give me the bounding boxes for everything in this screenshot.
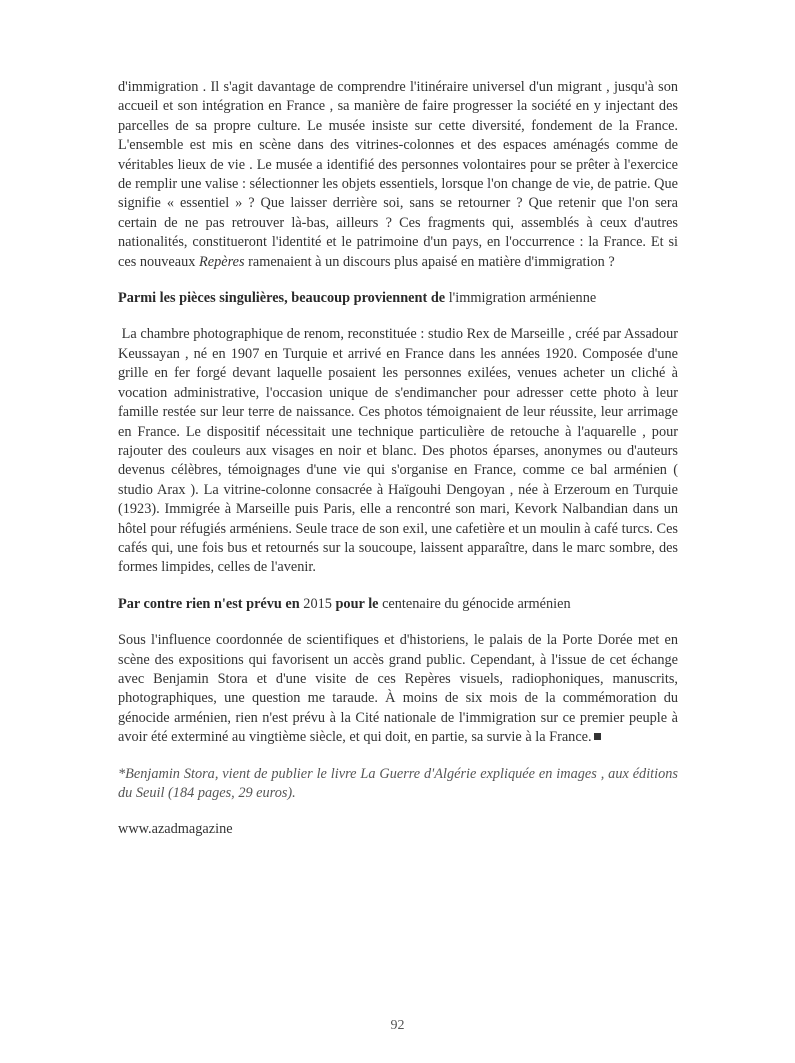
reperes-italic: Repères (199, 253, 245, 270)
section-heading-centenary (118, 595, 678, 614)
heading2-bold-a: Par contre rien n'est prévu en (118, 595, 300, 612)
intro-text: d'immigration . Il s'agit davantage de comprendre l'itinéraire universel d'un migrant , jusqu'à son accueil et son intégration en France , sa manière de faire progresser la société en y injectant des parcelles de sa propre culture. Le musée insiste sur cette diversité, fondement de la France. L'ensemble est mis en scène dans des vitrines-colonnes et des espaces aménagés comme de véritables lieux de vie . Le musée a identifié des personnes volontaires pour se prêter à l'exercice de remplir une valise : sélectionner les objets essentiels, lorsque l'on change de vie, de patrie. Que signifie « essentiel » ? Que laisser derrière soi, sans se retourner ? Que retenir que l'on sera certain de ne pas retrouver là-bas, ailleurs ? Ces fragments qui, assemblés à ceux d'autres nationalités, constitueront l'identité et le patrimoine d'un pays, en l'occurrence : la France. Et si ces nouveaux (118, 79, 678, 270)
intro-end-text: ramenaient à un discours plus apaisé en matière d'immigration ? (244, 253, 615, 270)
heading2-bold-b: pour le (335, 595, 379, 612)
section-heading-armenian-pieces (118, 289, 678, 308)
end-of-article-square-icon (594, 733, 601, 740)
heading2-year: 2015 (299, 595, 336, 612)
conclusion-text: Sous l'influence coordonnée de scientifiques et d'historiens, le palais de la Porte Dorée met en scène des expositions qui favorisent un accès grand public. Cependant, à l'issue de cet échange avec Benjamin Stora et d'une visite de ces Repères visuels, radiophoniques, manuscrits, photographiques, une question me taraude. À moins de six mois de la commémoration du génocide arménien, rien n'est prévu à la Cité nationale de l'immigration sur ce premier peuple à avoir été exterminé au vingtième siècle, et qui doit, en partie, sa survie à la France. (118, 632, 678, 746)
source-link: www.azadmagazine (118, 821, 233, 838)
intro-paragraph (118, 78, 678, 272)
heading2-rest: centenaire du génocide arménien (378, 595, 571, 612)
article-body (118, 78, 682, 840)
heading-bold-text: Parmi les pièces singulières, beaucoup proviennent de (118, 290, 446, 307)
conclusion-paragraph (118, 631, 678, 747)
studio-paragraph: La chambre photographique de renom, reconstituée : studio Rex de Marseille , créé par Assadour Keussayan , né en 1907 en Turquie et arrivé en France dans les années 1920. Composée d'une grille en fer forgé devant laquelle posaient les personnes exilées, venues acheter un cliché à vocation administrative, l'occasion unique de s'endimancher pour adresser cette photo à leur famille restée sur leur terre de naissance. Ces photos témoignaient de leur réussite, leur arrimage en France. Le dispositif nécessitait une technique particulière de retouche à l'aquarelle , pour rajouter des couleurs aux visages en noir et blanc. Des photos éparses, anonymes ou d'auteurs devenus célèbres, témoignages d'une vie qui s'organise en France, comme ce bal arménien ( studio Arax ). La vitrine-colonne consacrée à Haïgouhi Dengoyan , née à Erzeroum en Turquie (1923). Immigrée à Marseille puis Paris, elle a rencontré son mari, Kevork Nalbandian dans un hôtel pour réfugiés arméniens. Seule trace de son exil, une cafetière et un moulin à café turcs. Ces cafés qui, une fois bus et retournés sur la soucoupe, laissent apparaître, dans le marc sombre, des formes limpides, celles de l'avenir. (118, 326, 682, 576)
heading-rest-text: l'immigration arménienne (445, 290, 597, 307)
page-number: 92 (390, 1018, 405, 1033)
footnote: *Benjamin Stora, vient de publier le livre La Guerre d'Algérie expliquée en images , aux éditions du Seuil (184 pages, 29 euros). (118, 765, 678, 801)
